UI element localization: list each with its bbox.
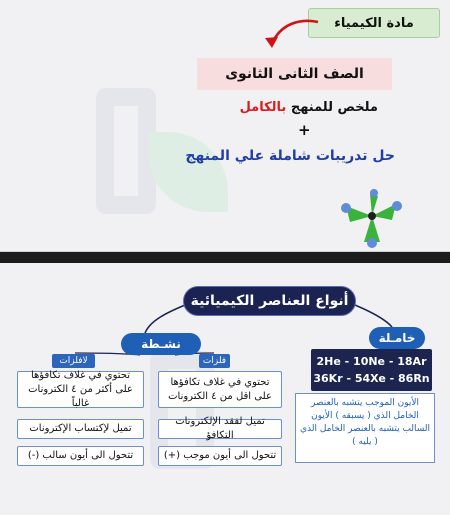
noble-gases-formula — [311, 349, 432, 391]
watermark-logo — [96, 88, 156, 214]
nonmetals-tag: لافلزات — [52, 354, 95, 368]
plus-sign: + — [298, 121, 311, 139]
metal-fact-valence: تحتوي في غلاف تكافؤها على اقل من ٤ الكترونات — [158, 371, 282, 408]
exercises-line: حل تدريبات شاملة علي المنهج — [185, 148, 395, 164]
active-elements-label: نشـطة — [121, 333, 201, 355]
molecule-icon — [334, 186, 410, 248]
nonmetal-fact-valence: تحتوي في غلاف تكافؤها على أكثر من ٤ الكترونات غالباً — [17, 371, 144, 408]
metal-fact-ion: تتحول الى أيون موجب (+) — [158, 446, 282, 466]
summary-line — [240, 100, 378, 115]
noble-gases-row-2: 36Kr - 54Xe - 86Rn — [313, 372, 430, 385]
nonmetal-fact-gain: تميل لإكتساب الإكترونات — [17, 419, 144, 439]
nonmetal-fact-ion: تتحول الى أيون سالب (-) — [17, 446, 144, 466]
noble-gases-row-1: 2He - 10Ne - 18Ar — [316, 355, 427, 368]
metal-fact-lose: تميل لفقد الإلكترونات التكافؤ — [158, 419, 282, 439]
watermark-leaf — [148, 132, 228, 212]
slide-title: أنواع العناصر الكيميائية — [183, 286, 356, 316]
curved-arrow-icon — [262, 14, 322, 54]
noble-ion-note: الأيون الموجب يتشبه بالعنصر الخامل الذي ( يسبقه ) الأيون السالب يتشبه بالعنصر الخامل الذي ( يليه ) — [295, 393, 435, 463]
subject-tag: مادة الكيمياء — [308, 8, 440, 38]
noble-elements-label: خامـلة — [369, 327, 425, 349]
summary-highlight: بالكامل — [239, 100, 287, 115]
summary-main-text: ملخص للمنهج — [286, 100, 378, 115]
grade-title: الصف الثانى الثانوى — [197, 58, 392, 90]
metals-tag: فلزات — [199, 354, 230, 368]
